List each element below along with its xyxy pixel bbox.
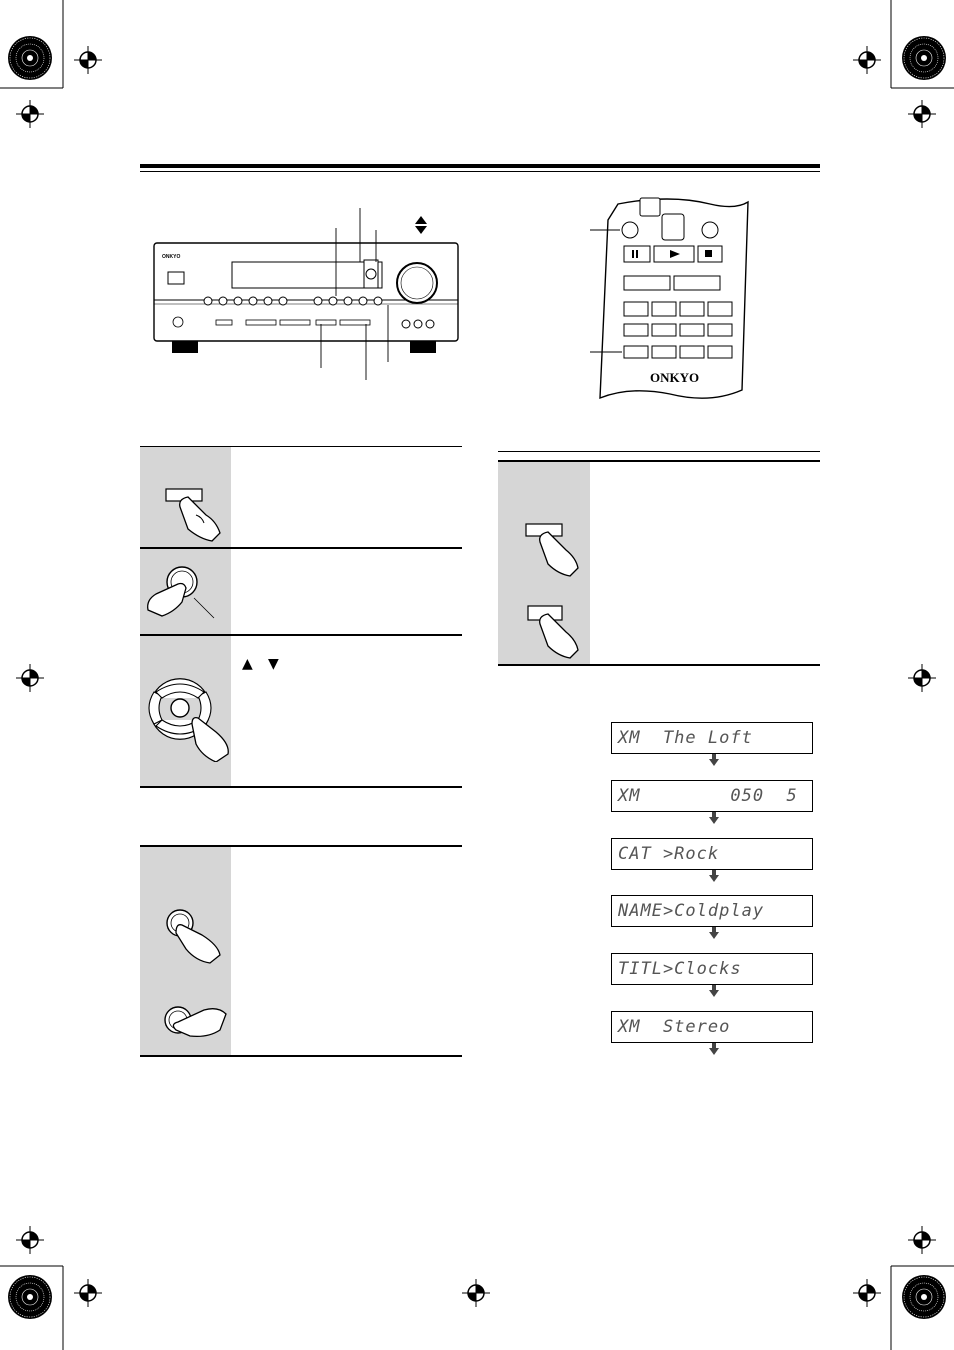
down-arrow-icon [709,990,719,997]
lcd-display [611,722,813,754]
hand-press-icon [540,532,578,576]
lcd-text: XM The Loft [618,728,753,748]
step-4-round-button-press-illustration [162,905,242,965]
down-arrow-icon [709,759,719,766]
hand-press-icon [176,925,220,963]
left-table1-bottom-rule [140,786,462,788]
lcd-text: NAME>Coldplay [618,901,765,921]
down-arrow-icon [709,932,719,939]
step-1-button-press-illustration [158,485,248,545]
remote-control-illustration [590,190,760,410]
down-arrow-icon [709,875,719,882]
receiver-front-panel-illustration [148,200,468,390]
step-3-dpad-press-illustration [140,652,235,762]
lcd-display [611,838,813,870]
up-down-arrow-icon [415,216,427,234]
left-table2-bottom-rule [140,1055,462,1057]
hand-press-icon [192,718,228,762]
lcd-text: CAT >Rock [618,844,720,864]
lcd-display [611,780,813,812]
right-step-button-press-illustration [520,520,600,580]
hand-press-icon [148,584,186,617]
lcd-display [611,953,813,985]
down-arrow-icon [709,1048,719,1055]
lcd-text: TITL>Clocks [618,959,742,979]
receiver-brand: ONKYO [162,254,181,260]
lcd-display [611,895,813,927]
step-2-button-press-illustration [142,558,232,628]
header-rule-thick [140,164,820,168]
right-table-bottom-rule [498,664,820,666]
remote-brand: ONKYO [650,370,700,385]
lcd-text: XM Stereo [618,1017,731,1037]
up-triangle-icon: ▲ [242,656,253,672]
lcd-text: XM 050 5 [618,786,798,806]
hand-press-icon [180,497,220,541]
step-4-round-button-press-illustration-2 [160,1000,240,1050]
right-section-rule [498,451,820,452]
header-rule-thin [140,171,820,172]
down-triangle-icon: ▼ [268,656,279,672]
lcd-display [611,1011,813,1043]
right-step-button-press-illustration-2 [520,600,600,660]
down-arrow-icon [709,817,719,824]
